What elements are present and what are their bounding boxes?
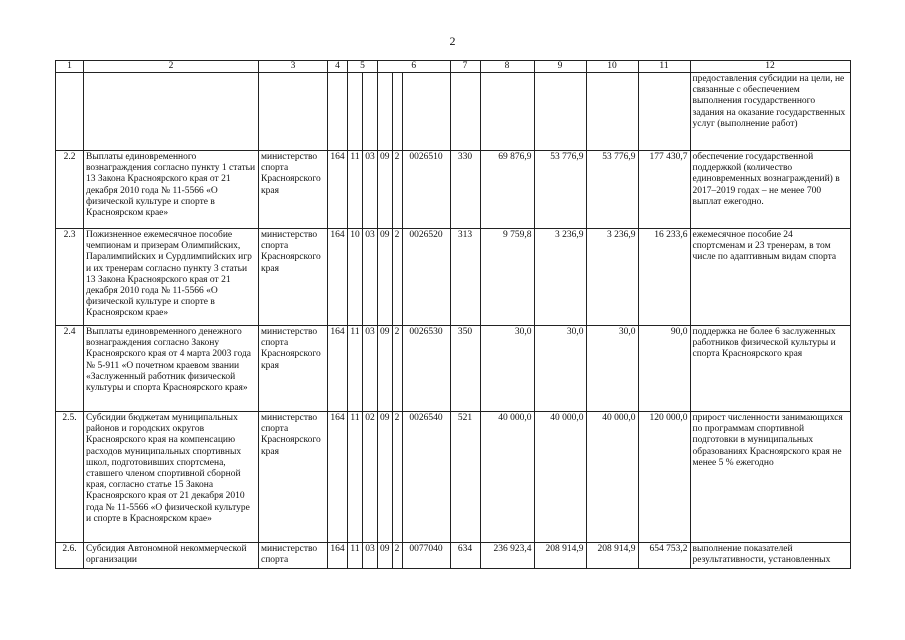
row-name [84,73,259,151]
code-program: 09 [378,326,393,412]
code-program [378,73,393,151]
code-program: 09 [378,151,393,229]
table-row [56,229,851,326]
header-cell: 2 [84,61,259,73]
code-section [348,73,363,151]
value-2019: 53 776,9 [586,151,638,229]
table-row [56,326,851,412]
row-name: Субсидии бюджетам муниципальных районов и городских округов Красноярского края на компенсацию расходов муниципальных спортивных школ, подготовивших спортсмена, ставшего членом спортивной сборной края, согласно статье 15 Закона Красноярского края от 21 декабря 2010 года № 11-5566 «О физической культуре и спорте в Красноярском крае» [84,412,259,543]
value-total [638,73,690,151]
code-target: 0026530 [402,326,450,412]
value-2017: 30,0 [480,326,534,412]
code-subprogram: 2 [392,151,402,229]
value-total: 654 753,2 [638,543,690,569]
value-2017: 69 876,9 [480,151,534,229]
row-name: Субсидия Автономной некоммерческой организации [84,543,259,569]
row-organization: министерство спорта Красноярского края [259,151,328,229]
table-row [56,543,851,569]
row-result: прирост численности занимающихся по программам спортивной подготовки в муниципальных образованиях Красноярского края не менее 5 % ежегодно [690,412,850,543]
code-target [402,73,450,151]
header-cell: 12 [690,61,850,73]
code-subprogram [392,73,402,151]
value-2018: 208 914,9 [534,543,586,569]
value-total: 120 000,0 [638,412,690,543]
code-expense-type: 521 [450,412,480,543]
value-2018: 53 776,9 [534,151,586,229]
value-2019: 40 000,0 [586,412,638,543]
header-cell: 6 [378,61,451,73]
program-table [55,60,851,569]
value-2017: 9 759,8 [480,229,534,326]
value-2019: 30,0 [586,326,638,412]
code-subprogram: 2 [392,229,402,326]
table-row [56,73,851,151]
code-ministry: 164 [328,229,348,326]
code-ministry: 164 [328,326,348,412]
row-organization: министерство спорта Красноярского края [259,326,328,412]
value-2018: 3 236,9 [534,229,586,326]
code-expense-type: 634 [450,543,480,569]
row-name: Пожизненное ежемесячное пособие чемпионам и призерам Олимпийских, Паралимпийских и Сурдлимпийских игр и их тренерам согласно пункту 3 статьи 13 Закона Красноярского края от 21 декабря 2010 года № 11-5566 «О физической культуре и спорте в Красноярском крае» [84,229,259,326]
value-2019: 3 236,9 [586,229,638,326]
code-ministry [328,73,348,151]
value-total: 177 430,7 [638,151,690,229]
row-result: обеспечение государственной поддержкой (количество единовременных вознаграждений) в 2017–2019 годах – не менее 700 выплат ежегодно. [690,151,850,229]
row-organization: министерство спорта [259,543,328,569]
code-ministry: 164 [328,412,348,543]
row-number: 2.6. [56,543,84,569]
header-cell: 11 [638,61,690,73]
header-cell: 5 [348,61,378,73]
code-subsection: 03 [363,229,378,326]
code-section: 11 [348,151,363,229]
code-subsection: 03 [363,326,378,412]
code-subsection [363,73,378,151]
header-cell: 7 [450,61,480,73]
row-result: ежемесячное пособие 24 спортсменам и 23 тренерам, в том числе по адаптивным видам спорта [690,229,850,326]
value-total: 16 233,6 [638,229,690,326]
code-subprogram: 2 [392,326,402,412]
row-organization [259,73,328,151]
row-number: 2.2 [56,151,84,229]
row-name: Выплаты единовременного денежного вознаграждения согласно Закону Красноярского края от 4 марта 2003 года № 5-911 «О почетном краевом звании «Заслуженный работник физической культуры и спорта Красноярского края» [84,326,259,412]
row-result: выполнение показателей результативности, установленных [690,543,850,569]
row-organization: министерство спорта Красноярского края [259,229,328,326]
code-subsection: 02 [363,412,378,543]
header-row [56,61,851,73]
value-2017: 40 000,0 [480,412,534,543]
code-target: 0026510 [402,151,450,229]
value-2019: 208 914,9 [586,543,638,569]
header-cell: 3 [259,61,328,73]
code-expense-type: 313 [450,229,480,326]
code-section: 11 [348,412,363,543]
code-subprogram: 2 [392,543,402,569]
row-result: предоставления субсидии на цели, не связанные с обеспечением выполнения государственного задания на оказание государственных услуг (выполнение работ) [690,73,850,151]
code-subprogram: 2 [392,412,402,543]
code-section: 10 [348,229,363,326]
code-program: 09 [378,412,393,543]
row-result: поддержка не более 6 заслуженных работников физической культуры и спорта Красноярского края [690,326,850,412]
header-cell: 8 [480,61,534,73]
code-target: 0077040 [402,543,450,569]
value-2017: 236 923,4 [480,543,534,569]
code-subsection: 03 [363,151,378,229]
value-total: 90,0 [638,326,690,412]
page-number: 2 [449,34,456,48]
row-number: 2.3 [56,229,84,326]
row-organization: министерство спорта Красноярского края [259,412,328,543]
code-ministry: 164 [328,543,348,569]
code-section: 11 [348,543,363,569]
code-subsection: 03 [363,543,378,569]
table-row [56,412,851,543]
row-name: Выплаты единовременного вознаграждения согласно пункту 1 статьи 13 Закона Красноярского края от 21 декабря 2010 года № 11-5566 «О физической культуре и спорте в Красноярском крае» [84,151,259,229]
code-section: 11 [348,326,363,412]
header-cell: 4 [328,61,348,73]
value-2018: 40 000,0 [534,412,586,543]
row-number: 2.4 [56,326,84,412]
row-number [56,73,84,151]
code-expense-type: 330 [450,151,480,229]
value-2019 [586,73,638,151]
header-cell: 9 [534,61,586,73]
code-expense-type: 350 [450,326,480,412]
code-program: 09 [378,543,393,569]
value-2017 [480,73,534,151]
table-row [56,151,851,229]
value-2018: 30,0 [534,326,586,412]
code-expense-type [450,73,480,151]
value-2018 [534,73,586,151]
row-number: 2.5. [56,412,84,543]
header-cell: 1 [56,61,84,73]
code-target: 0026540 [402,412,450,543]
header-cell: 10 [586,61,638,73]
code-program: 09 [378,229,393,326]
code-target: 0026520 [402,229,450,326]
code-ministry: 164 [328,151,348,229]
